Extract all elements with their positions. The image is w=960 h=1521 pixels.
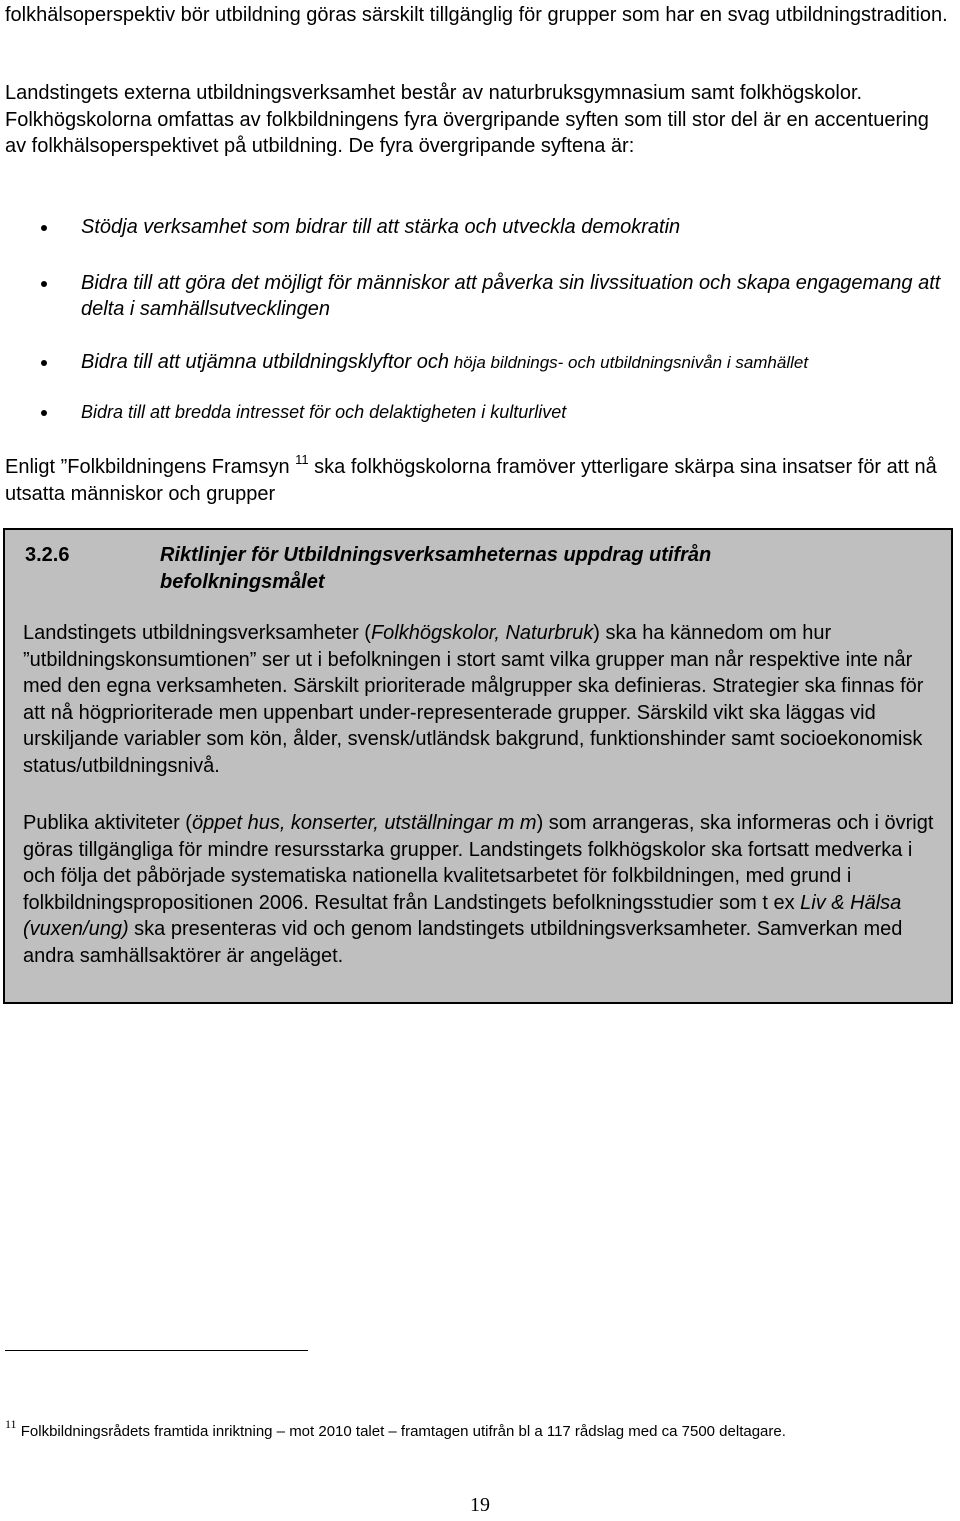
bullet-text: Stödja verksamhet som bidrar till att stärka och utveckla demokratin [81, 216, 681, 238]
bullet-item-3 [5, 349, 960, 377]
bullet-text-small: höja bildnings- och utbildningsnivån i samhället [448, 352, 809, 372]
box-paragraph-2-part: Publika aktiviteter ( [23, 812, 192, 834]
bullet-item-1 [5, 214, 960, 241]
box-paragraph-1-italic: Folkhögskolor, Naturbruk [370, 622, 594, 644]
box-paragraph-1 [23, 620, 943, 779]
footnote-text: Folkbildningsrådets framtida inriktning – mot 2010 talet – framtagen utifrån bl a 117 rådslag med ca 7500 deltagare. [16, 1423, 786, 1440]
intro-paragraph [5, 2, 955, 29]
bullet-text: Bidra till att utjämna utbildningsklyftor och [81, 350, 449, 373]
bullet-text: Bidra till att bredda intresset för och delaktigheten i kulturlivet [81, 402, 567, 422]
bullet-dot-icon [41, 410, 47, 416]
bullet-text: Bidra till att göra det möjligt för människor att påverka sin livssituation och skapa engagemang att delta i samhällsutvecklingen [81, 271, 941, 320]
section-number: 3.2.6 [25, 544, 70, 566]
footnote-number: 11 [5, 1417, 17, 1431]
bullet-dot-icon [41, 281, 47, 287]
bullet-dot-icon [41, 360, 47, 366]
bullet-item-4 [5, 399, 960, 426]
footnote-separator [5, 1350, 308, 1351]
guideline-box [3, 528, 953, 1004]
bullet-dot-icon [41, 225, 47, 231]
purpose-bullet-list [5, 214, 960, 426]
box-paragraph-1-part: ) ska ha kännedom om hur ”utbildningskonsumtionen” ser ut i befolkningen i stort samt vilka grupper man når respektive inte når med den egna verksamheten. Särskilt prioriterade målgrupper ska definieras. Strategier ska finnas för att nå högprioriterade men uppenbart under-representerade grupper. Särskild vikt ska läggas vid urskiljande variabler som kön, ålder, svensk/utländsk bakgrund, funktionshinder samt socioekonomisk status/utbildningsnivå. [23, 622, 924, 777]
footnote [5, 1417, 955, 1442]
footnote-reference: 11 [295, 452, 309, 467]
framsyn-paragraph [5, 454, 955, 507]
paragraph-folkhogskolor-text: Landstingets externa utbildningsverksamhet består av naturbruksgymnasium samt folkhögskolor. Folkhögskolorna omfattas av folkbildningens fyra övergripande syften som till stor del är en accentuering av folkhälsoperspektivet på utbildning. De fyra övergripande syftena är: [5, 82, 929, 157]
box-paragraph-2-part: ska presenteras vid och genom landstingets utbildningsverksamheter. Samverkan med andra samhällsaktörer är angeläget. [23, 918, 903, 967]
framsyn-paragraph-text [5, 454, 955, 507]
box-paragraph-2-italic: öppet hus, konserter, utställningar m m [191, 812, 537, 834]
box-paragraph-1-part: Landstingets utbildningsverksamheter ( [23, 622, 371, 644]
box-paragraph-2-italic: Liv & Hälsa (vuxen/ung) [23, 891, 902, 940]
framsyn-text-before: Enligt ”Folkbildningens Framsyn [5, 456, 296, 478]
framsyn-text-after: ska folkhögskolorna framöver ytterligare skärpa sina insatser för att nå utsatta människor och grupper [5, 456, 937, 505]
section-title: Riktlinjer för Utbildningsverksamheternas uppdrag utifrån befolkningsmålet [160, 544, 712, 593]
intro-paragraph-text: folkhälsoperspektiv bör utbildning göras särskilt tillgänglig för grupper som har en svag utbildningstradition. [5, 4, 948, 26]
box-paragraph-2-part: ) som arrangeras, ska informeras och i övrigt göras tillgängliga för mindre resursstarka grupper. Landstingets folkhögskolor ska fortsatt medverka i och följa det påbörjade systematiska nationella kvalitetsarbetet för folkbildningen, med grund i folkbildningspropositionen 2006. Resultat från Landstingets befolkningsstudier som t ex [23, 812, 934, 914]
bullet-item-2 [5, 270, 960, 323]
page-number: 19 [470, 1494, 490, 1516]
box-paragraph-2 [23, 810, 943, 969]
paragraph-folkhogskolor [5, 80, 955, 160]
